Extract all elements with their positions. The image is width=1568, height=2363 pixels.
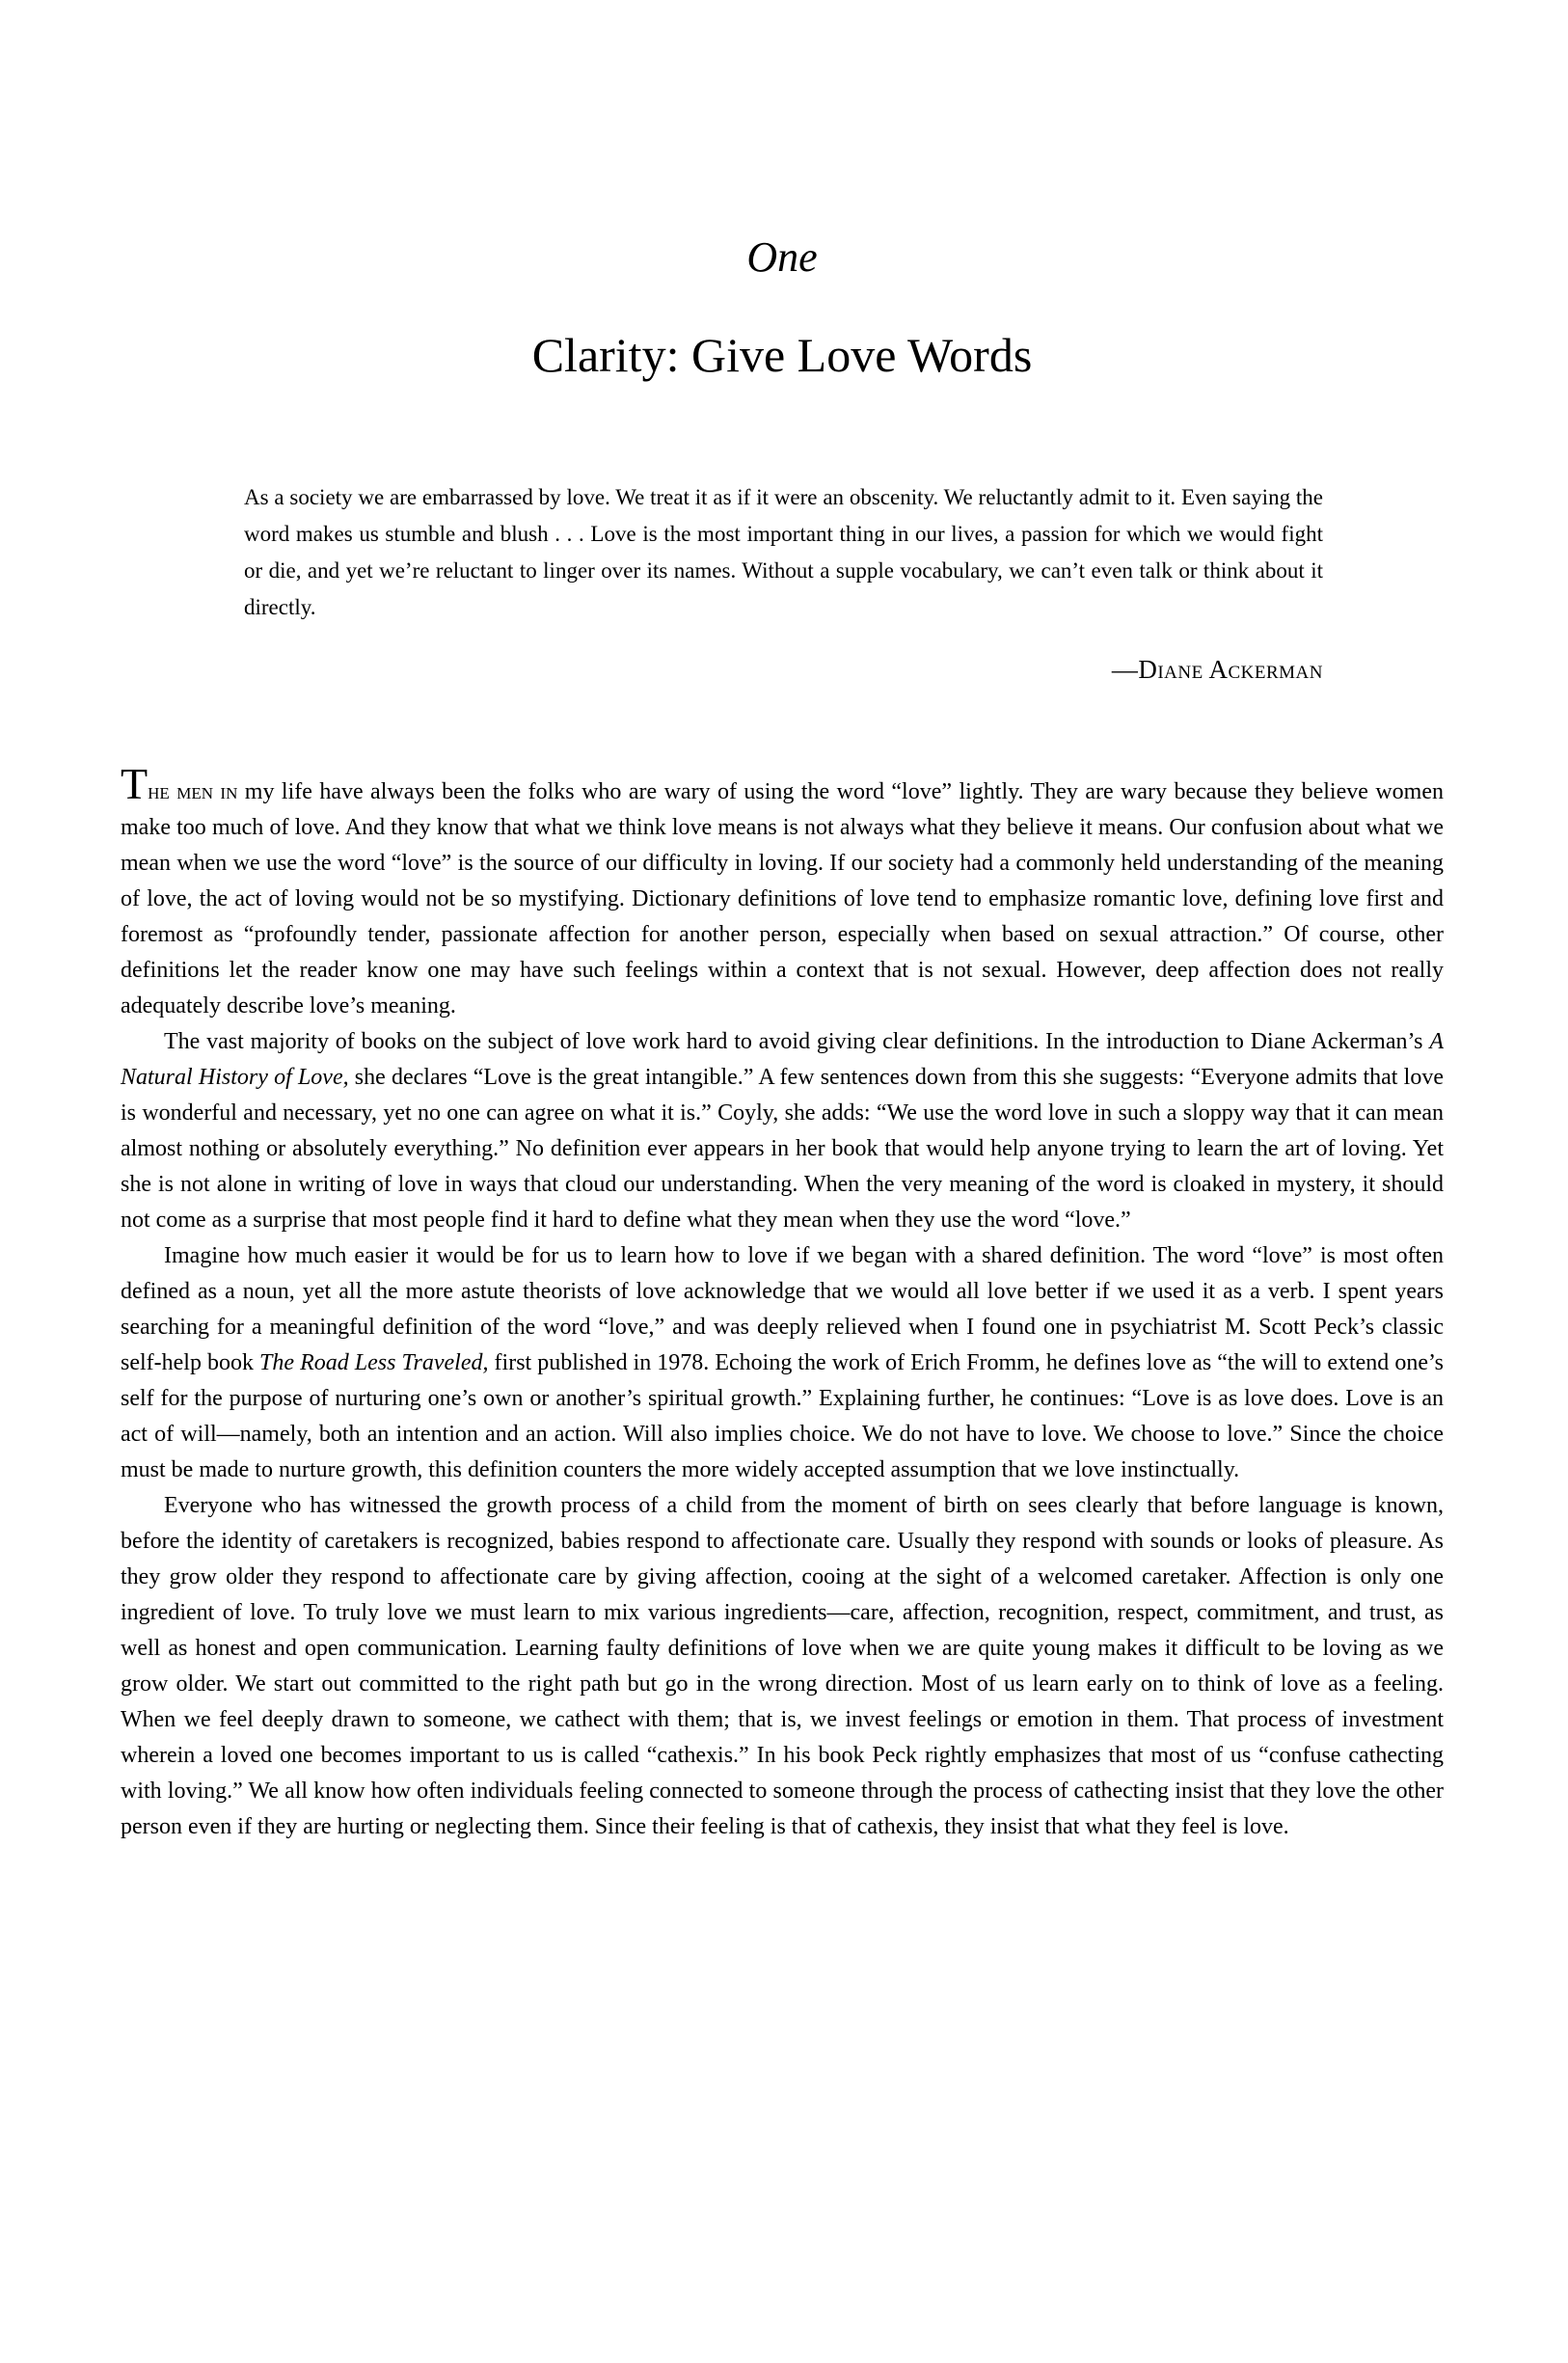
lead-smallcaps: he men in bbox=[148, 779, 238, 804]
paragraph-1-text: my life have always been the folks who are wary of using the word “love” lightly. They are wary because they believe women make too much of love. And they know that what we think love means is not always what they believe it means. Our confusion about what we mean when we use the word “love” is the source of our difficulty in loving. If our society had a commonly held understanding of the meaning of love, the act of loving would not be so mystifying. Dictionary definitions of love tend to emphasize romantic love, defining love first and foremost as “profoundly tender, passionate affection for another person, especially when based on sexual attraction.” Of course, other definitions let the reader know one may have such feelings within a context that is not sexual. However, deep affection does not really adequately describe love’s meaning. bbox=[121, 779, 1444, 1019]
chapter-number: One bbox=[746, 233, 818, 281]
chapter-body bbox=[121, 759, 1445, 1845]
epigraph bbox=[244, 479, 1323, 686]
paragraph-2: The vast majority of books on the subject of love work hard to avoid giving clear definitions. In the introduction to Diane Ackerman’s A Natural History of Love, she declares “Love is the great intangible.” A few sentences down from this she suggests: “Everyone admits that love is wonderful and necessary, yet no one can agree on what it is.” Coyly, she adds: “We use the word love in such a sloppy way that it can mean almost nothing or absolutely everything.” No definition ever appears in her book that would help anyone trying to learn the art of loving. Yet she is not alone in writing of love in ways that cloud our understanding. When the very meaning of the word is cloaked in mystery, it should not come as a surprise that most people find it hard to define what they mean when they use the word “love.” bbox=[121, 1029, 1444, 1233]
lead-initial: T bbox=[121, 759, 149, 808]
epigraph-attribution: —Diane Ackerman bbox=[1111, 655, 1323, 684]
chapter-title: Clarity: Give Love Words bbox=[531, 328, 1033, 382]
paragraph-1 bbox=[121, 759, 1444, 1024]
paragraph-4: Everyone who has witnessed the growth process of a child from the moment of birth on sees clearly that before language is known, before the identity of caretakers is recognized, babies respond to affectionate care. Usually they respond with sounds or looks of pleasure. As they grow older they respond to affectionate care by giving affection, cooing at the sight of a welcomed caretaker. Affection is only one ingredient of love. To truly love we must learn to mix various ingredients—care, affection, recognition, respect, commitment, and trust, as well as honest and open communication. Learning faulty definitions of love when we are quite young makes it difficult to be loving as we grow older. We start out committed to the right path but go in the wrong direction. Most of us learn early on to think of love as a feeling. When we feel deeply drawn to someone, we cathect with them; that is, we invest feelings or emotion in them. That process of investment wherein a loved one becomes important to us is called “cathexis.” In his book Peck rightly emphasizes that most of us “confuse cathecting with loving.” We all know how often individuals feeling connected to someone through the process of cathecting insist that they love the other person even if they are hurting or neglecting them. Since their feeling is that of cathexis, they insist that what they feel is love. bbox=[121, 1493, 1444, 1839]
paragraph-3: Imagine how much easier it would be for us to learn how to love if we began with a shared definition. The word “love” is most often defined as a noun, yet all the more astute theorists of love acknowledge that we would all love better if we used it as a verb. I spent years searching for a meaningful definition of the word “love,” and was deeply relieved when I found one in psychiatrist M. Scott Peck’s classic self-help book The Road Less Traveled, first published in 1978. Echoing the work of Erich Fromm, he defines love as “the will to extend one’s self for the purpose of nurturing one’s own or another’s spiritual growth.” Explaining further, he continues: “Love is as love does. Love is an act of will—namely, both an intention and an action. Will also implies choice. We do not have to love. We choose to love.” Since the choice must be made to nurture growth, this definition counters the more widely accepted assumption that we love instinctually. bbox=[121, 1243, 1445, 1482]
epigraph-text: As a society we are embarrassed by love. We treat it as if it were an obscenity. We reluctantly admit to it. Even saying the word makes us stumble and blush . . . Love is the most important thing in our lives, a passion for which we would fight or die, and yet we’re reluctant to linger over its names. Without a supple vocabulary, we can’t even talk or think about it directly. bbox=[244, 485, 1323, 619]
